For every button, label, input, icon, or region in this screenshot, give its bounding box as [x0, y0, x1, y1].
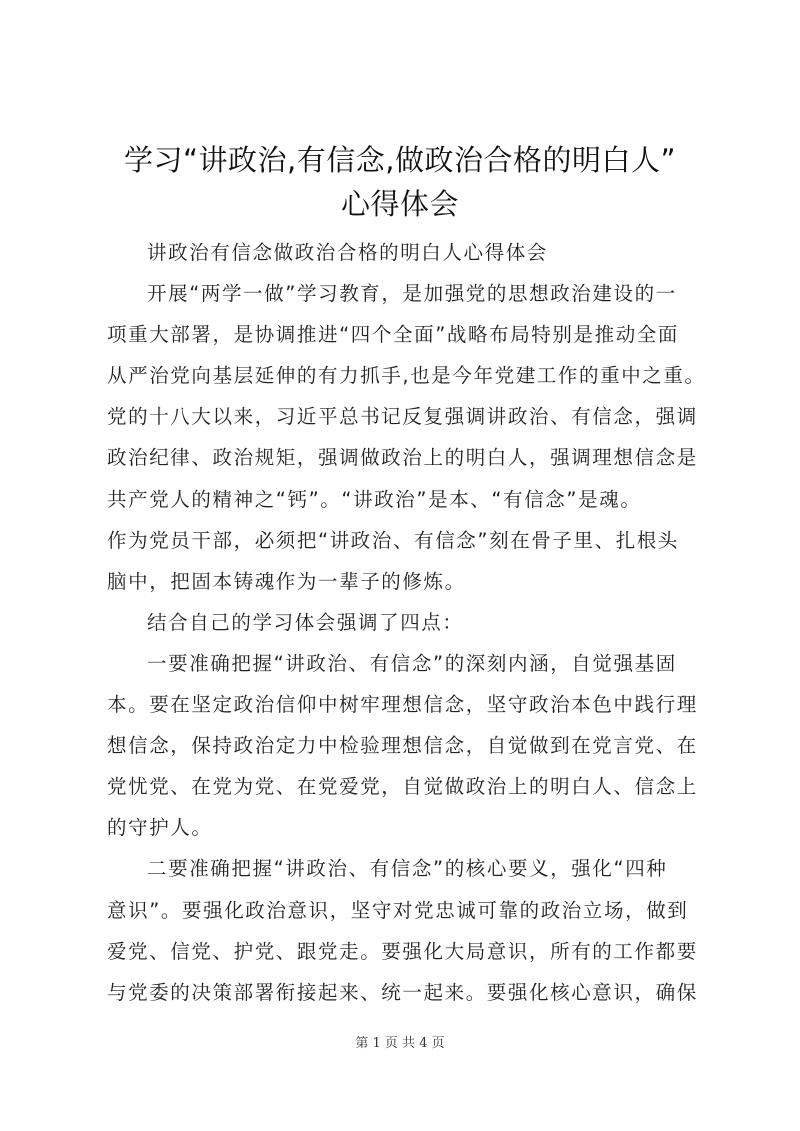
text-line: 作为党员干部，必须把“讲政治、有信念”刻在骨子里、扎根头	[107, 528, 680, 552]
document-body	[107, 232, 707, 1013]
text-line: 与党委的决策部署衔接起来、统一起来。要强化核心意识，确保	[107, 980, 698, 1004]
text-line: 一要准确把握“讲政治、有信念”的深刻内涵，自觉强基固	[147, 651, 677, 675]
title-line-1: 学习“讲政治,有信念,做政治合格的明白人”	[124, 143, 676, 177]
text-line: 爱党、信党、护党、跟党走。要强化大局意识，所有的工作都要	[107, 939, 698, 963]
text-line: 结合自己的学习体会强调了四点：	[147, 610, 464, 634]
text-line: 讲政治有信念做政治合格的明白人心得体会	[147, 241, 548, 264]
text-line: 脑中，把固本铸魂作为一辈子的修炼。	[107, 569, 466, 593]
title-line-2: 心得体会	[340, 187, 459, 221]
text-line: 政治纪律、政治规矩，强调做政治上的明白人，强调理想信念是	[107, 446, 698, 470]
text-line: 项重大部署，是协调推进“四个全面”战略布局特别是推动全面	[107, 323, 680, 347]
text-line: 党忧党、在党为党、在党爱党，自觉做政治上的明白人、信念上	[107, 775, 698, 799]
text-line: 意识”。要强化政治意识，坚守对党忠诚可靠的政治立场，做到	[107, 898, 689, 922]
text-line: 二要准确把握“讲政治、有信念”的核心要义，强化“四种	[147, 857, 668, 881]
text-line: 本。要在坚定政治信仰中树牢理想信念，坚守政治本色中践行理	[107, 693, 698, 717]
text-line: 想信念，保持政治定力中检验理想信念，自觉做到在党言党、在	[107, 734, 698, 758]
document-title	[80, 138, 720, 226]
text-line: 从严治党向基层延伸的有力抓手,也是今年党建工作的重中之重。	[107, 364, 706, 388]
page-footer: 第 1 页 共 4 页	[355, 1036, 445, 1051]
text-line: 共产党人的精神之“钙”。“讲政治”是本、“有信念”是魂。	[107, 487, 642, 511]
text-line: 党的十八大以来，习近平总书记反复强调讲政治、有信念，强调	[107, 405, 698, 429]
text-line: 开展“两学一做”学习教育，是加强党的思想政治建设的一	[147, 282, 677, 306]
text-line: 的守护人。	[107, 816, 213, 840]
